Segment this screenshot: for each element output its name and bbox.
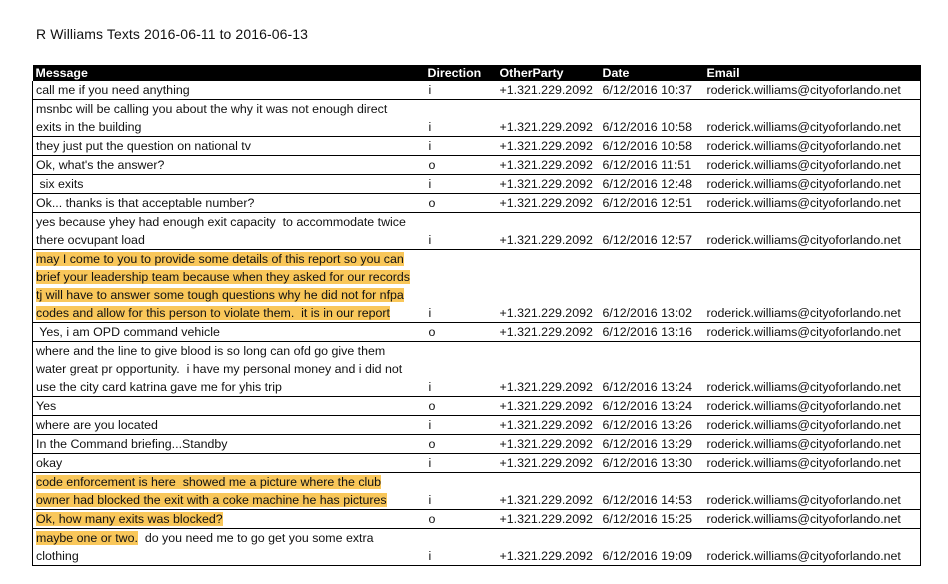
direction-cell: i	[425, 213, 497, 250]
message-line	[36, 491, 422, 509]
table-row	[33, 323, 921, 342]
message-cell	[33, 510, 425, 529]
table-row	[33, 473, 921, 510]
direction-cell: o	[425, 397, 497, 416]
date-cell: 6/12/2016 13:26	[600, 416, 704, 435]
other-party-cell: +1.321.229.2092	[497, 529, 600, 566]
text-log-table	[32, 65, 921, 566]
message-line	[36, 231, 422, 249]
message-line	[36, 213, 422, 231]
table-row	[33, 342, 921, 397]
message-fragment: Yes, i am OPD command vehicle	[36, 325, 220, 339]
table-row	[33, 175, 921, 194]
table-row	[33, 250, 921, 323]
message-cell	[33, 454, 425, 473]
email-cell: roderick.williams@cityoforlando.net	[704, 397, 921, 416]
email-cell: roderick.williams@cityoforlando.net	[704, 250, 921, 323]
table-row	[33, 529, 921, 566]
direction-cell: i	[425, 100, 497, 137]
message-line	[36, 118, 422, 136]
message-line	[36, 250, 422, 268]
date-cell: 6/12/2016 15:25	[600, 510, 704, 529]
message-line	[36, 510, 422, 528]
table-row	[33, 454, 921, 473]
other-party-cell: +1.321.229.2092	[497, 156, 600, 175]
message-line	[36, 397, 422, 415]
message-cell	[33, 175, 425, 194]
direction-cell: i	[425, 454, 497, 473]
message-line	[36, 416, 422, 434]
date-cell: 6/12/2016 12:57	[600, 213, 704, 250]
date-cell: 6/12/2016 10:58	[600, 137, 704, 156]
table-row	[33, 137, 921, 156]
table-row	[33, 510, 921, 529]
message-fragment: call me if you need anything	[36, 83, 190, 97]
message-fragment: they just put the question on national tv	[36, 139, 251, 153]
table-header-row	[33, 65, 921, 81]
other-party-cell: +1.321.229.2092	[497, 397, 600, 416]
other-party-cell: +1.321.229.2092	[497, 175, 600, 194]
document-title: R Williams Texts 2016-06-11 to 2016-06-13	[36, 26, 309, 42]
message-line	[36, 137, 422, 155]
message-cell	[33, 194, 425, 213]
message-cell	[33, 416, 425, 435]
other-party-cell: +1.321.229.2092	[497, 100, 600, 137]
direction-cell: i	[425, 473, 497, 510]
other-party-cell: +1.321.229.2092	[497, 213, 600, 250]
email-cell: roderick.williams@cityoforlando.net	[704, 175, 921, 194]
message-line	[36, 286, 422, 304]
direction-cell: o	[425, 323, 497, 342]
date-cell: 6/12/2016 13:02	[600, 250, 704, 323]
date-cell: 6/12/2016 19:09	[600, 529, 704, 566]
table-row	[33, 397, 921, 416]
message-cell	[33, 156, 425, 175]
message-line	[36, 268, 422, 286]
other-party-cell: +1.321.229.2092	[497, 250, 600, 323]
message-cell	[33, 529, 425, 566]
email-cell: roderick.williams@cityoforlando.net	[704, 435, 921, 454]
email-cell: roderick.williams@cityoforlando.net	[704, 342, 921, 397]
column-header-date: Date	[600, 65, 704, 81]
message-fragment: owner had blocked the exit with a coke machine he has pictures	[36, 493, 387, 507]
message-fragment: Ok... thanks is that acceptable number?	[36, 196, 255, 210]
message-fragment: six exits	[36, 177, 84, 191]
direction-cell: i	[425, 416, 497, 435]
message-fragment: exits in the building	[36, 120, 142, 134]
message-fragment: Ok, what's the answer?	[36, 158, 165, 172]
date-cell: 6/12/2016 12:48	[600, 175, 704, 194]
direction-cell: i	[425, 81, 497, 100]
email-cell: roderick.williams@cityoforlando.net	[704, 156, 921, 175]
message-line	[36, 454, 422, 472]
table-row	[33, 156, 921, 175]
message-line	[36, 435, 422, 453]
message-cell	[33, 342, 425, 397]
direction-cell: o	[425, 156, 497, 175]
column-header-other-party: OtherParty	[497, 65, 600, 81]
email-cell: roderick.williams@cityoforlando.net	[704, 194, 921, 213]
message-cell	[33, 250, 425, 323]
email-cell: roderick.williams@cityoforlando.net	[704, 416, 921, 435]
message-fragment: use the city card katrina gave me for yhis trip	[36, 380, 282, 394]
table-row	[33, 213, 921, 250]
message-line	[36, 156, 422, 174]
message-line	[36, 378, 422, 396]
message-cell	[33, 81, 425, 100]
date-cell: 6/12/2016 11:51	[600, 156, 704, 175]
other-party-cell: +1.321.229.2092	[497, 342, 600, 397]
email-cell: roderick.williams@cityoforlando.net	[704, 323, 921, 342]
other-party-cell: +1.321.229.2092	[497, 416, 600, 435]
other-party-cell: +1.321.229.2092	[497, 435, 600, 454]
message-line	[36, 323, 422, 341]
table-row	[33, 416, 921, 435]
other-party-cell: +1.321.229.2092	[497, 510, 600, 529]
other-party-cell: +1.321.229.2092	[497, 81, 600, 100]
message-fragment: there ocvupant load	[36, 233, 145, 247]
message-cell	[33, 100, 425, 137]
message-fragment: code enforcement is here showed me a picture where the club	[36, 475, 382, 489]
email-cell: roderick.williams@cityoforlando.net	[704, 510, 921, 529]
message-fragment: brief your leadership team because when they asked for our records	[36, 270, 410, 284]
message-line	[36, 529, 422, 547]
message-fragment: where and the line to give blood is so long can ofd go give them	[36, 344, 386, 358]
message-line	[36, 175, 422, 193]
date-cell: 6/12/2016 13:30	[600, 454, 704, 473]
message-line	[36, 342, 422, 360]
message-cell	[33, 435, 425, 454]
message-fragment: msnbc will be calling you about the why it was not enough direct	[36, 102, 388, 116]
date-cell: 6/12/2016 13:29	[600, 435, 704, 454]
other-party-cell: +1.321.229.2092	[497, 473, 600, 510]
direction-cell: i	[425, 529, 497, 566]
direction-cell: o	[425, 510, 497, 529]
direction-cell: i	[425, 342, 497, 397]
date-cell: 6/12/2016 14:53	[600, 473, 704, 510]
direction-cell: o	[425, 194, 497, 213]
message-line	[36, 194, 422, 212]
email-cell: roderick.williams@cityoforlando.net	[704, 81, 921, 100]
message-fragment: Ok, how many exits was blocked?	[36, 512, 223, 526]
other-party-cell: +1.321.229.2092	[497, 323, 600, 342]
other-party-cell: +1.321.229.2092	[497, 194, 600, 213]
email-cell: roderick.williams@cityoforlando.net	[704, 137, 921, 156]
message-line	[36, 304, 422, 322]
date-cell: 6/12/2016 13:16	[600, 323, 704, 342]
message-fragment: Yes	[36, 399, 57, 413]
message-cell	[33, 213, 425, 250]
message-fragment: water great pr opportunity. i have my personal money and i did not	[36, 362, 403, 376]
date-cell: 6/12/2016 13:24	[600, 397, 704, 416]
direction-cell: i	[425, 175, 497, 194]
table-row	[33, 100, 921, 137]
table-row	[33, 194, 921, 213]
direction-cell: o	[425, 435, 497, 454]
date-cell: 6/12/2016 13:24	[600, 342, 704, 397]
message-cell	[33, 397, 425, 416]
table-row	[33, 81, 921, 100]
message-cell	[33, 137, 425, 156]
message-line	[36, 100, 422, 118]
message-cell	[33, 323, 425, 342]
message-fragment: maybe one or two.	[36, 531, 138, 545]
message-line	[36, 473, 422, 491]
email-cell: roderick.williams@cityoforlando.net	[704, 473, 921, 510]
email-cell: roderick.williams@cityoforlando.net	[704, 213, 921, 250]
direction-cell: i	[425, 137, 497, 156]
other-party-cell: +1.321.229.2092	[497, 137, 600, 156]
date-cell: 6/12/2016 12:51	[600, 194, 704, 213]
message-fragment: codes and allow for this person to violate them. it is in our report	[36, 306, 390, 320]
other-party-cell: +1.321.229.2092	[497, 454, 600, 473]
message-line	[36, 81, 422, 99]
message-cell	[33, 473, 425, 510]
column-header-email: Email	[704, 65, 921, 81]
column-header-direction: Direction	[425, 65, 497, 81]
table-row	[33, 435, 921, 454]
message-fragment: tj will have to answer some tough questions why he did not for nfpa	[36, 288, 404, 302]
message-line	[36, 547, 422, 565]
direction-cell: i	[425, 250, 497, 323]
email-cell: roderick.williams@cityoforlando.net	[704, 454, 921, 473]
message-fragment: yes because yhey had enough exit capacity to accommodate twice	[36, 215, 406, 229]
email-cell: roderick.williams@cityoforlando.net	[704, 529, 921, 566]
email-cell: roderick.williams@cityoforlando.net	[704, 100, 921, 137]
message-fragment: do you need me to go get you some extra	[137, 531, 374, 545]
message-line	[36, 360, 422, 378]
column-header-message: Message	[33, 65, 425, 81]
message-fragment: clothing	[36, 549, 79, 563]
date-cell: 6/12/2016 10:58	[600, 100, 704, 137]
message-fragment: may I come to you to provide some details of this report so you can	[36, 252, 404, 266]
message-fragment: where are you located	[36, 418, 158, 432]
message-fragment: okay	[36, 456, 63, 470]
date-cell: 6/12/2016 10:37	[600, 81, 704, 100]
message-fragment: In the Command briefing...Standby	[36, 437, 228, 451]
